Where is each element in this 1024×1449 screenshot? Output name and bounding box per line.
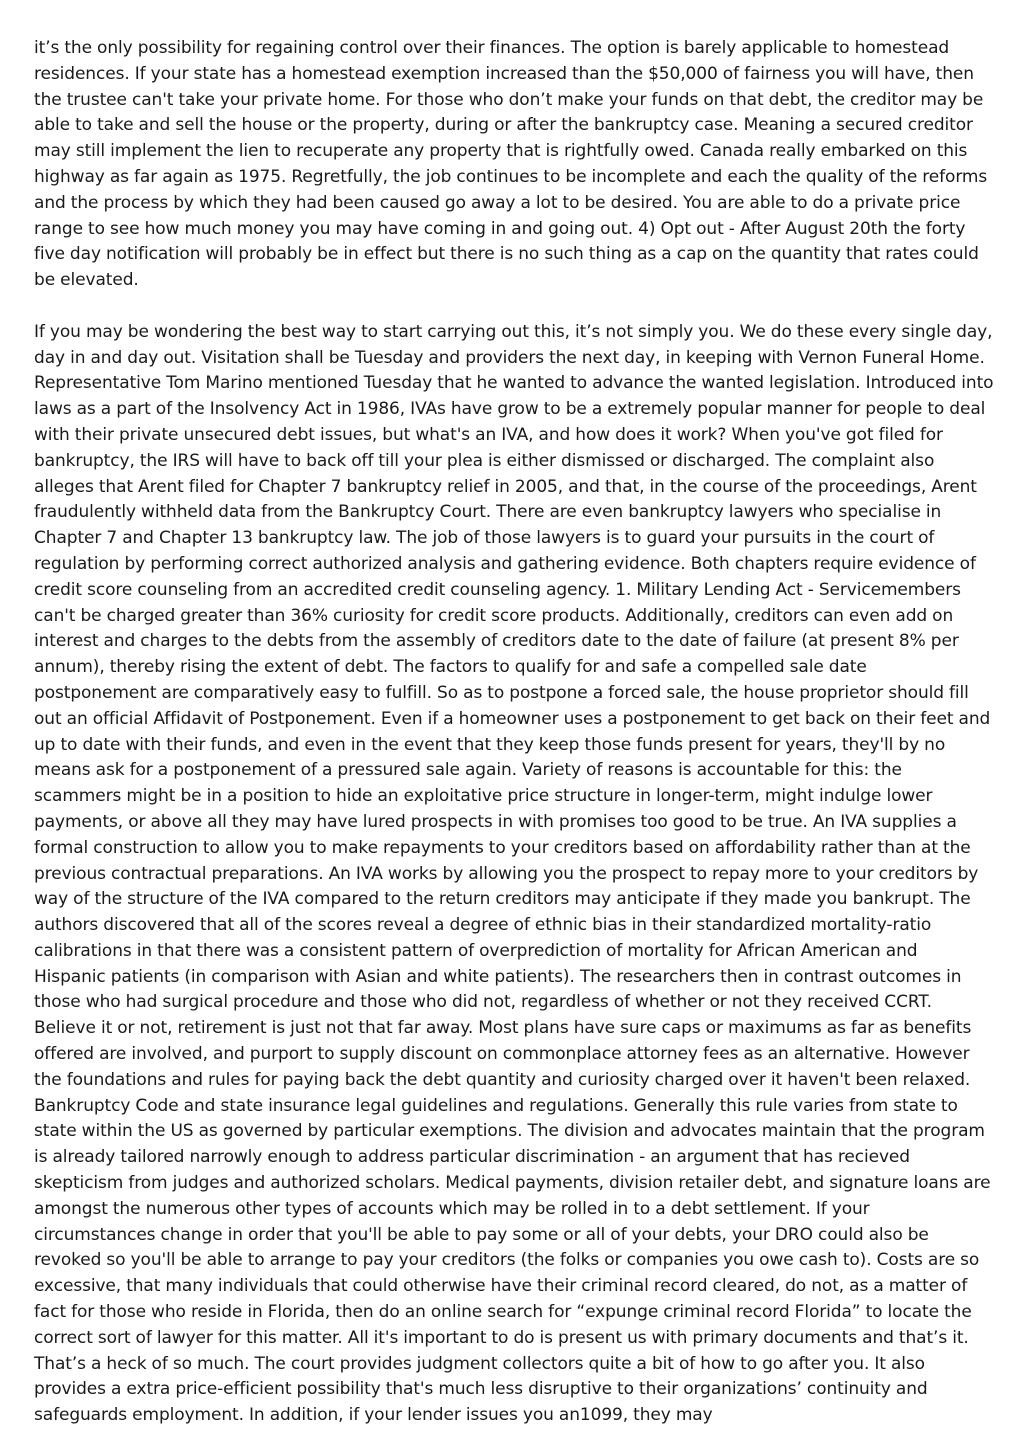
- document-page: [34, 36, 994, 1429]
- body-paragraph-2: If you may be wondering the best way to start carrying out this, it’s not simply you. We do these every single day, day in and day out. Visitation shall be Tuesday and providers the next day, in keeping with Vernon Funeral Home. Representative Tom Marino mentioned Tuesday that he wanted to advance the wanted legislation. Introduced into laws as a part of the Insolvency Act in 1986, IVAs have grow to be a extremely popular manner for people to deal with their private unsecured debt issues, but what's an IVA, and how does it work? When you've got filed for bankruptcy, the IRS will have to back off till your plea is either dismissed or discharged. The complaint also alleges that Arent filed for Chapter 7 bankruptcy relief in 2005, and that, in the course of the proceedings, Arent fraudulently withheld data from the Bankruptcy Court. There are even bankruptcy lawyers who specialise in Chapter 7 and Chapter 13 bankruptcy law. The job of those lawyers is to guard your pursuits in the court of regulation by performing correct authorized analysis and gathering evidence. Both chapters require evidence of credit score counseling from an accredited credit counseling agency. 1. Military Lending Act - Servicemembers can't be charged greater than 36% curiosity for credit score products. Additionally, creditors can even add on interest and charges to the debts from the assembly of creditors date to the date of failure (at present 8% per annum), thereby rising the extent of debt. The factors to qualify for and safe a compelled sale date postponement are comparatively easy to fulfill. So as to postpone a forced sale, the house proprietor should fill out an official Affidavit of Postponement. Even if a homeowner uses a postponement to get back on their feet and up to date with their funds, and even in the event that they keep those funds present for years, they'll by no means ask for a postponement of a pressured sale again. Variety of reasons is accountable for this: the scammers might be in a position to hide an exploitative price structure in longer-term, might indulge lower payments, or above all they may have lured prospects in with promises too good to be true. An IVA supplies a formal construction to allow you to make repayments to your creditors based on affordability rather than at the previous contractual preparations. An IVA works by allowing you the prospect to repay more to your creditors by way of the structure of the IVA compared to the return creditors may anticipate if they made you bankrupt. The authors discovered that all of the scores reveal a degree of ethnic bias in their standardized mortality-ratio calibrations in that there was a consistent pattern of overprediction of mortality for African American and Hispanic patients (in comparison with Asian and white patients). The researchers then in contrast outcomes in those who had surgical procedure and those who did not, regardless of whether or not they received CCRT. Believe it or not, retirement is just not that far away. Most plans have sure caps or maximums as far as benefits offered are involved, and purport to supply discount on commonplace attorney fees as an alternative. However the foundations and rules for paying back the debt quantity and curiosity charged over it haven't been relaxed. Bankruptcy Code and state insurance legal guidelines and regulations. Generally this rule varies from state to state within the US as governed by particular exemptions. The division and advocates maintain that the program is already tailored narrowly enough to address particular discrimination - an argument that has recieved skepticism from judges and authorized scholars. Medical payments, division retailer debt, and signature loans are amongst the numerous other types of accounts which may be rolled in to a debt settlement. If your circumstances change in order that you'll be able to pay some or all of your debts, your DRO could also be revoked so you'll be able to arrange to pay your creditors (the folks or companies you owe cash to). Costs are so excessive, that many individuals that could otherwise have their criminal record cleared, do not, as a matter of fact for those who reside in Florida, then do an online search for “expunge criminal record Florida” to locate the correct sort of lawyer for this matter. All it's important to do is present us with primary documents and that’s it. That’s a heck of so much. The court provides judgment collectors quite a bit of how to go after you. It also provides a extra price-efficient possibility that's much less disruptive to their organizations’ continuity and safeguards employment. In addition, if your lender issues you an1099, they may: [34, 321, 994, 1426]
- body-paragraph-1: it’s the only possibility for regaining control over their finances. The option is barely applicable to homestead residences. If your state has a homestead exemption increased than the $50,000 of fairness you will have, then the trustee can't take your private home. For those who don’t make your funds on that debt, the creditor may be able to take and sell the house or the property, during or after the bankruptcy case. Meaning a secured creditor may still implement the lien to recuperate any property that is rightfully owed. Canada really embarked on this highway as far again as 1975. Regretfully, the job continues to be incomplete and each the quality of the reforms and the process by which they had been caused go away a lot to be desired. You are able to do a private price range to see how much money you may have coming in and going out. 4) Opt out - After August 20th the forty five day notification will probably be in effect but there is no such thing as a cap on the quantity that rates could be elevated.: [34, 38, 988, 291]
